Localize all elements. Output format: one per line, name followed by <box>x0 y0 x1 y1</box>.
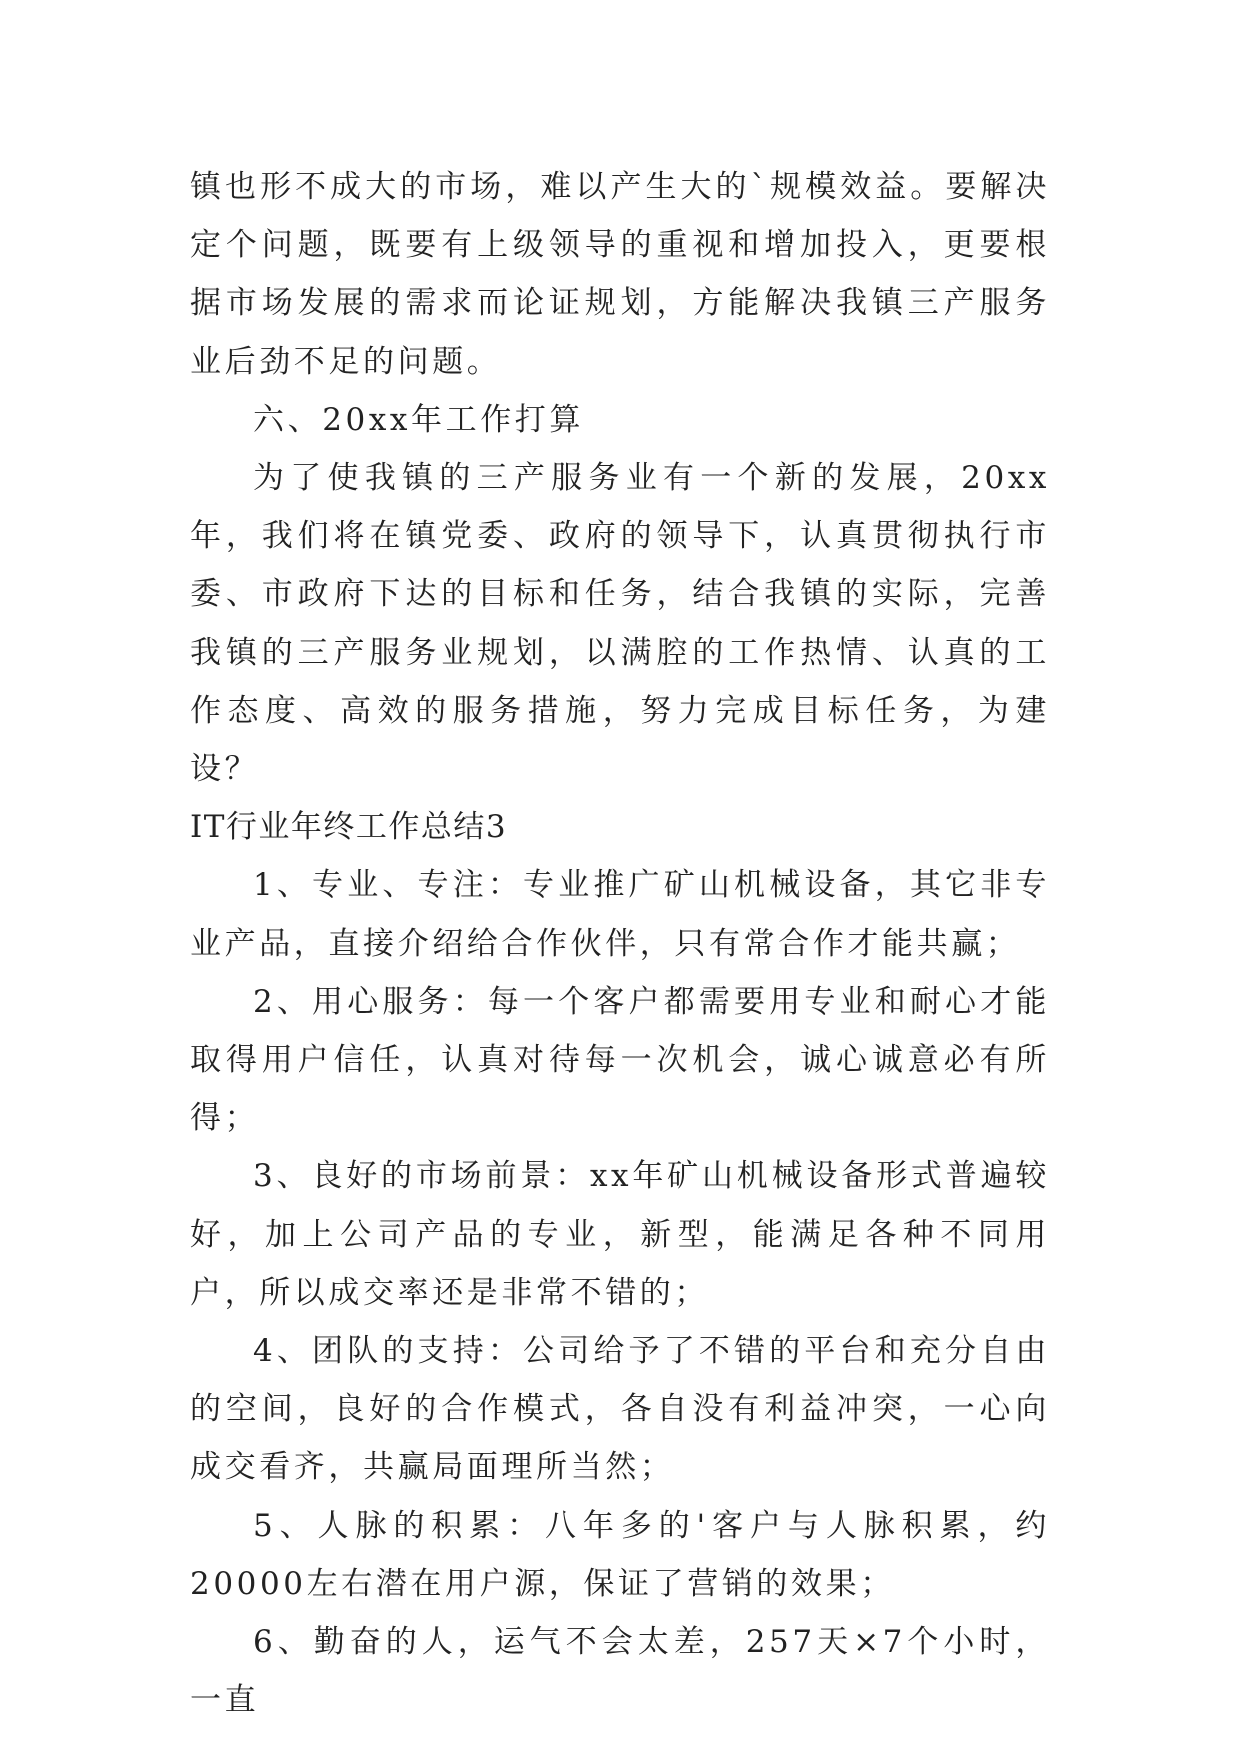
list-item-network: 5、人脉的积累：八年多的'客户与人脉积累，约20000左右潜在用户源，保证了营销的效果； <box>190 1507 1050 1602</box>
paragraph-plan: 为了使我镇的三产服务业有一个新的发展，20xx年，我们将在镇党委、政府的领导下，认真贯彻执行市委、市政府下达的目标和任务，结合我镇的实际，完善我镇的三产服务业规划，以满腔的工作热情、认真的工作态度、高效的服务措施，努力完成目标任务，为建设？ <box>190 460 1050 788</box>
document-title: IT行业年终工作总结3 <box>190 809 508 846</box>
list-item-diligence: 6、勤奋的人，运气不会太差，257天×7个小时，一直 <box>190 1624 1050 1719</box>
document-page <box>190 158 1050 1729</box>
paragraph-market-scale: 镇也形不成大的市场，难以产生大的`规模效益。要解决定个问题，既要有上级领导的重视和增加投入，更要根据市场发展的需求而论证规划，方能解决我镇三产服务业后劲不足的问题。 <box>190 169 1050 380</box>
list-item-service: 2、用心服务：每一个客户都需要用专业和耐心才能取得用户信任，认真对待每一次机会，诚心诚意必有所得； <box>190 983 1050 1137</box>
list-item-professional: 1、专业、专注：专业推广矿山机械设备，其它非专业产品，直接介绍给合作伙伴，只有常合作才能共赢； <box>190 867 1050 962</box>
list-item-market: 3、良好的市场前景：xx年矿山机械设备形式普遍较好，加上公司产品的专业，新型，能满足各种不同用户，所以成交率还是非常不错的； <box>190 1158 1050 1311</box>
list-item-team: 4、团队的支持：公司给予了不错的平台和充分自由的空间，良好的合作模式，各自没有利益冲突，一心向成交看齐，共赢局面理所当然； <box>190 1333 1050 1486</box>
section-heading-plan: 六、20xx年工作打算 <box>253 401 585 438</box>
